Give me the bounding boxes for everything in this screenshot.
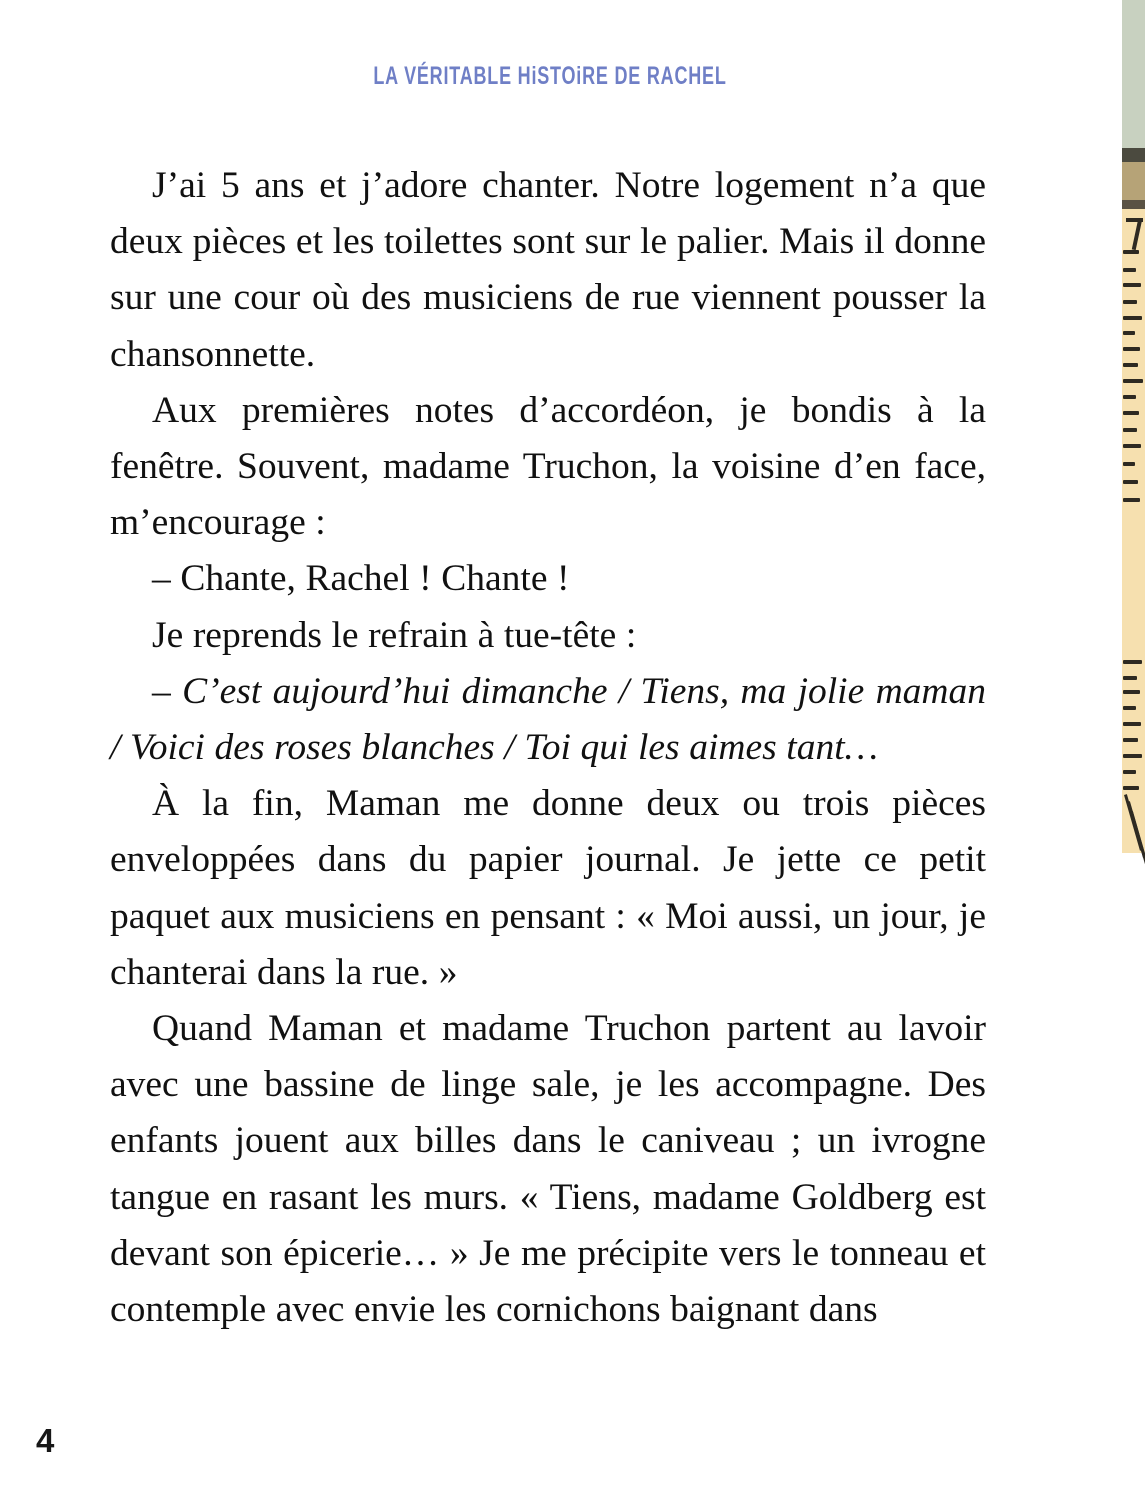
body-text-column — [110, 158, 986, 1338]
illustration-band-sage — [1122, 0, 1145, 148]
facing-page-illustration-bleed — [1122, 0, 1145, 1491]
illustration-band-dark-2 — [1122, 200, 1145, 209]
page-number: 4 — [36, 1422, 55, 1459]
illustration-band-tan — [1122, 162, 1145, 200]
paragraph: Aux premières notes d’accordéon, je bondis à la fenêtre. Souvent, madame Truchon, la voisine d’en face, m’encourage : — [110, 389, 986, 544]
dialogue-line: Je reprends le refrain à tue-tête : — [152, 614, 637, 656]
dialogue-line: – Chante, Rachel ! Chante ! — [152, 558, 570, 600]
paragraph: J’ai 5 ans et j’adore chanter. Notre logement n’a que deux pièces et les toilettes sont sur le palier. Mais il donne sur une cour où des musiciens de rue viennent pousser la chansonnette. — [110, 165, 986, 375]
running-head: LA VÉRITABLE HiSTOiRE DE RACHEL — [373, 62, 727, 90]
song-lyric-line: – C’est aujourd’hui dimanche / Tiens, ma jolie maman / Voici des roses blanches / Toi qui les aimes tant… — [110, 670, 986, 769]
illustration-band-cream — [1122, 209, 1145, 853]
paragraph: Quand Maman et madame Truchon partent au lavoir avec une bassine de linge sale, je les accompagne. Des enfants jouent aux billes dans le caniveau ; un ivrogne tangue en rasant les murs. « Tiens, madame Goldberg est devant son épicerie… » Je me précipite vers le tonneau et contemple avec envie les cornichons baignant dans — [110, 1008, 986, 1331]
paragraph: À la fin, Maman me donne deux ou trois pièces enveloppées dans du papier journal. Je jette ce petit paquet aux musiciens en pensant : « Moi aussi, un jour, je chanterai dans la rue. » — [110, 783, 986, 993]
illustration-band-dark — [1122, 148, 1145, 162]
